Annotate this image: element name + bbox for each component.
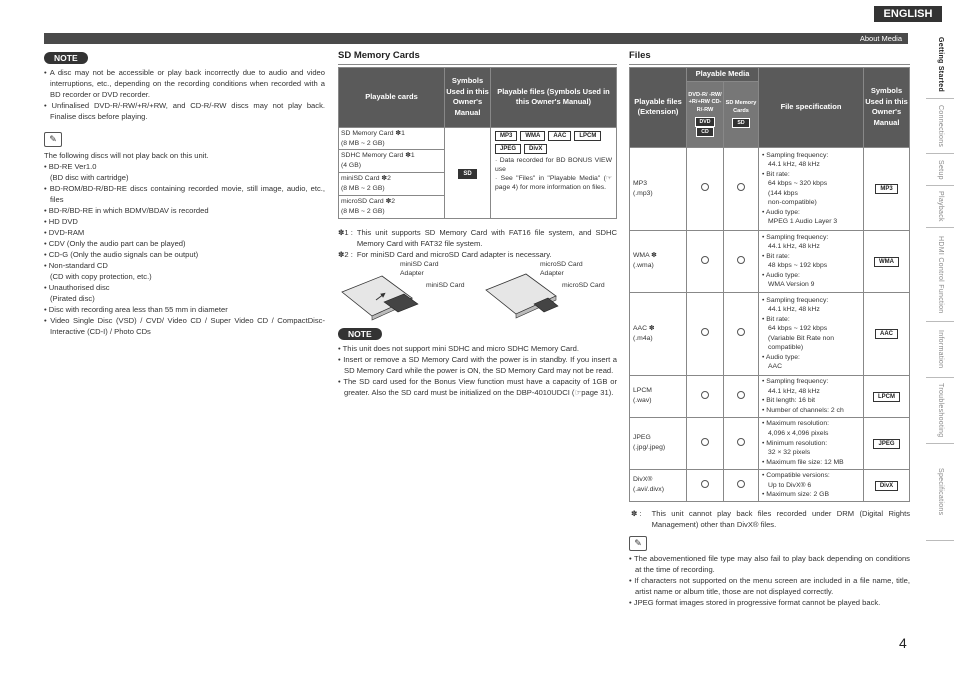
jpeg-badge: JPEG xyxy=(495,144,521,154)
sd-files-cell xyxy=(491,127,617,218)
sd-support-cell xyxy=(724,417,759,469)
supported-circle-icon xyxy=(737,391,745,399)
footnote: ✽1 : This unit supports SD Memory Card with FAT16 file system, and SDHC Memory Card with FAT32 file system. xyxy=(338,227,617,248)
files-header-media: Playable Media xyxy=(687,67,759,81)
files-note-1: · Data recorded for BD BONUS VIEW use xyxy=(495,156,612,173)
aac-badge: AAC xyxy=(548,131,571,141)
list-item: • CDV (Only the audio part can be played) xyxy=(44,238,325,249)
sd-badge: SD xyxy=(458,169,476,179)
sd-note-list xyxy=(338,343,617,398)
sd-support-cell xyxy=(724,147,759,230)
card-cell: SDHC Memory Card ✽1 (4 GB) xyxy=(339,150,445,173)
sd-title: SD Memory Cards xyxy=(338,49,617,65)
supported-circle-icon xyxy=(737,183,745,191)
lpcm-badge: LPCM xyxy=(873,392,900,402)
list-item-sub: (CD with copy protection, etc.) xyxy=(50,272,152,281)
disc-support-cell xyxy=(687,469,724,501)
spec-cell: • Sampling frequency: 44.1 kHz, 48 kHz • Bit rate: 48 kbps ~ 192 kbps • Audio type: WMA Version 9 xyxy=(759,230,864,292)
sd-header-cards: Playable cards xyxy=(339,67,445,127)
aac-badge: AAC xyxy=(875,329,898,339)
files-title: Files xyxy=(629,49,910,65)
files-note-2: · See "Files" in "Playable Media" (☞page 4) for more information on files. xyxy=(495,175,612,192)
symbol-cell xyxy=(864,230,910,292)
list-item: • CD-G (Only the audio signals can be output) xyxy=(44,249,325,260)
tab-troubleshooting[interactable]: Troubleshooting xyxy=(926,378,954,444)
supported-circle-icon xyxy=(701,328,709,336)
list-item: • If characters not supported on the menu screen are included in a file name, title, artist name or album title, those are not displayed correctly. xyxy=(629,575,910,597)
files-header-disc: DVD-R/ -RW/ +R/+RW CD-R/-RW DVD CD xyxy=(687,81,724,147)
files-header-playable: Playable files (Extension) xyxy=(630,67,687,147)
symbol-cell xyxy=(864,375,910,417)
disc-support-cell xyxy=(687,230,724,292)
dvd-badge: DVD xyxy=(695,117,716,127)
list-item-sub: (Pirated disc) xyxy=(50,294,95,303)
list-item: • Insert or remove a SD Memory Card with the power is in standby. If you insert a SD Memory Card while the power is ON, the SD Memory Card may not be read. xyxy=(338,354,617,376)
list-item: • JPEG format images stored in progressive format cannot be played back. xyxy=(629,597,910,608)
symbol-cell xyxy=(864,292,910,375)
page-number: 4 xyxy=(899,635,907,651)
sd-support-cell xyxy=(724,375,759,417)
card-cell: miniSD Card ✽2 (8 MB ~ 2 GB) xyxy=(339,173,445,196)
adapter-diagram xyxy=(338,262,617,324)
spec-cell: • Maximum resolution: 4,096 x 4,096 pixels • Minimum resolution: 32 × 32 pixels • Maximum file size: 12 MB xyxy=(759,417,864,469)
disc-support-cell xyxy=(687,375,724,417)
cd-badge: CD xyxy=(696,127,714,137)
card-cell: microSD Card ✽2 (8 MB ~ 2 GB) xyxy=(339,195,445,218)
note-list xyxy=(44,67,325,122)
card-cell: SD Memory Card ✽1 (8 MB ~ 2 GB) xyxy=(339,127,445,150)
symbol-cell xyxy=(864,469,910,501)
file-name-cell: AAC ✽ (.m4a) xyxy=(630,292,687,375)
list-item: • This unit does not support mini SDHC and micro SDHC Memory Card. xyxy=(338,343,617,354)
supported-circle-icon xyxy=(701,391,709,399)
tab-playback[interactable]: Playback xyxy=(926,186,954,228)
files-tips-list xyxy=(629,553,910,608)
file-name-cell: JPEG (.jpg/.jpeg) xyxy=(630,417,687,469)
disc-list xyxy=(44,161,325,337)
microsd-adapter-illustration xyxy=(486,274,558,318)
table-row xyxy=(630,375,910,417)
files-header-sd: SD Memory Cards SD xyxy=(724,81,759,147)
supported-circle-icon xyxy=(737,480,745,488)
pencil-icon: ✎ xyxy=(629,536,647,551)
disc-support-cell xyxy=(687,292,724,375)
file-name-cell: DivX® (.avi/.divx) xyxy=(630,469,687,501)
file-name-cell: LPCM (.wav) xyxy=(630,375,687,417)
list-item: • DVD-RAM xyxy=(44,227,325,238)
lpcm-badge: LPCM xyxy=(574,131,601,141)
jpeg-badge: JPEG xyxy=(873,439,899,449)
supported-circle-icon xyxy=(701,438,709,446)
microsd-adapter-label: microSD Card Adapter xyxy=(540,260,583,277)
note-badge: NOTE xyxy=(338,328,382,340)
table-row xyxy=(630,230,910,292)
language-label: ENGLISH xyxy=(874,6,942,22)
note-badge: NOTE xyxy=(44,52,88,64)
list-item: • Unfinalised DVD-R/-RW/+R/+RW, and CD-R/-RW discs may not play back. Finalise discs before playing. xyxy=(44,100,325,122)
list-item: • BD-ROM/BD-R/BD-RE discs containing recorded movie, still image, audio, etc., files xyxy=(44,183,325,205)
supported-circle-icon xyxy=(737,256,745,264)
mp3-badge: MP3 xyxy=(875,184,897,194)
left-column xyxy=(44,52,325,337)
spec-cell: • Sampling frequency: 44.1 kHz, 48 kHz • Bit length: 16 bit • Number of channels: 2 ch xyxy=(759,375,864,417)
microsd-card-label: microSD Card xyxy=(562,281,605,289)
list-item: • Disc with recording area less than 55 mm in diameter xyxy=(44,304,325,315)
file-name-cell: WMA ✽ (.wma) xyxy=(630,230,687,292)
tab-setup[interactable]: Setup xyxy=(926,154,954,186)
supported-circle-icon xyxy=(701,183,709,191)
list-item: • BD-R/BD-RE in which BDMV/BDAV is recorded xyxy=(44,205,325,216)
sd-support-cell xyxy=(724,292,759,375)
supported-circle-icon xyxy=(701,256,709,264)
divx-badge: DivX xyxy=(524,144,547,154)
spec-cell: • Sampling frequency: 44.1 kHz, 48 kHz • Bit rate: 64 kbps ~ 192 kbps (Variable Bit Rate non compatible) • Audio type: AAC xyxy=(759,292,864,375)
sd-support-cell xyxy=(724,230,759,292)
table-row xyxy=(630,292,910,375)
wma-badge: WMA xyxy=(520,131,545,141)
section-bar xyxy=(44,33,908,44)
files-column xyxy=(629,49,910,608)
disc-support-cell xyxy=(687,417,724,469)
files-table xyxy=(629,67,910,502)
list-item: • Unauthorised disc xyxy=(44,282,325,293)
table-row xyxy=(630,417,910,469)
list-item: • The abovementioned file type may also fail to play back depending on conditions at the time of recording. xyxy=(629,553,910,575)
disc-support-cell xyxy=(687,147,724,230)
list-item: • HD DVD xyxy=(44,216,325,227)
wma-badge: WMA xyxy=(874,257,899,267)
section-title: About Media xyxy=(859,34,902,43)
list-item: • The SD card used for the Bonus View function must have a capacity of 1GB or greater. Also the SD card must be initialized on the DBP-4010UDCI (☞page 31). xyxy=(338,376,617,398)
sd-table xyxy=(338,67,617,219)
minisd-adapter-illustration xyxy=(342,276,418,320)
file-name-cell: MP3 (.mp3) xyxy=(630,147,687,230)
sd-symbol-cell xyxy=(445,127,491,218)
supported-circle-icon xyxy=(737,328,745,336)
sd-badge: SD xyxy=(732,118,749,128)
spec-cell: • Compatible versions: Up to DivX® 6 • Maximum size: 2 GB xyxy=(759,469,864,501)
footnote: ✽2 : For miniSD Card and microSD Card adapter is necessary. xyxy=(338,249,552,259)
files-footnote: ✽ : This unit cannot play back files recorded under DRM (Digital Rights Management) other than DivX® files. xyxy=(631,508,910,529)
divx-badge: DivX xyxy=(875,481,898,491)
disc-intro: The following discs will not play back on this unit. xyxy=(44,151,209,160)
table-row xyxy=(630,147,910,230)
table-row xyxy=(630,469,910,501)
list-item: • Video Single Disc (VSD) / CVD/ Video CD / Super Video CD / CompactDisc-Interactive (CD-I) / Photo CDs xyxy=(44,315,325,337)
tab-connections[interactable]: Connections xyxy=(926,99,954,154)
supported-circle-icon xyxy=(737,438,745,446)
files-header-symbols: Symbols Used in this Owner's Manual xyxy=(864,67,910,147)
symbol-cell xyxy=(864,417,910,469)
symbol-cell xyxy=(864,147,910,230)
tab-information[interactable]: Information xyxy=(926,322,954,378)
mp3-badge: MP3 xyxy=(495,131,517,141)
spec-cell: • Sampling frequency: 44.1 kHz, 48 kHz • Bit rate: 64 kbps ~ 320 kbps (144 kbps non-compatible) • Audio type: MPEG 1 Audio Layer 3 xyxy=(759,147,864,230)
list-item: • BD-RE Ver1.0 xyxy=(44,161,325,172)
sd-header-symbols: Symbols Used in this Owner's Manual xyxy=(445,67,491,127)
supported-circle-icon xyxy=(701,480,709,488)
sd-footnotes xyxy=(338,227,617,260)
list-item: • Non-standard CD xyxy=(44,260,325,271)
sd-header-files: Playable files (Symbols Used in this Owner's Manual) xyxy=(491,67,617,127)
files-header-spec: File specification xyxy=(759,67,864,147)
minisd-adapter-label: miniSD Card Adapter xyxy=(400,260,439,277)
tab-specifications[interactable]: Specifications xyxy=(926,444,954,541)
minisd-card-label: miniSD Card xyxy=(426,281,465,289)
sd-support-cell xyxy=(724,469,759,501)
tab-hdmi-control[interactable]: HDMI Control Function xyxy=(926,228,954,322)
tab-getting-started[interactable]: Getting Started xyxy=(926,31,954,99)
list-item-sub: (BD disc with cartridge) xyxy=(50,173,129,182)
list-item: • A disc may not be accessible or play back incorrectly due to audio and video interruptions, etc., depending on the recording conditions when recorded with a BD recorder or DVD recorder. xyxy=(44,67,325,100)
pencil-icon: ✎ xyxy=(44,132,62,147)
sd-column xyxy=(338,49,617,398)
